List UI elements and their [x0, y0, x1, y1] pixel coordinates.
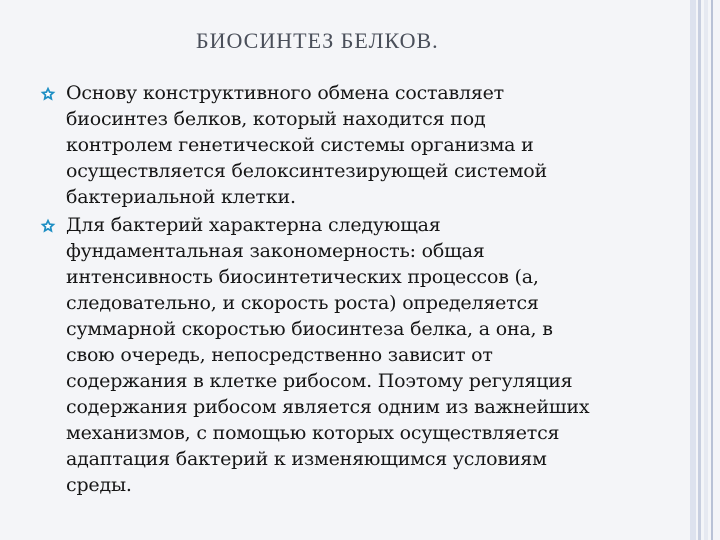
- decorative-stripe: [690, 0, 696, 540]
- text-line: свою очередь, непосредственно зависит от: [66, 344, 493, 366]
- star-bullet-icon: [40, 212, 66, 240]
- bullet-text: [66, 80, 680, 210]
- text-line: бактериальной клетки.: [66, 186, 296, 208]
- bullet-list: [40, 80, 680, 498]
- text-line: следовательно, и скорость роста) определяется: [66, 292, 539, 314]
- text-line: Для бактерий характерна следующая: [66, 214, 441, 236]
- text-line: фундаментальная закономерность: общая: [66, 240, 485, 262]
- star-bullet-icon: [40, 80, 66, 108]
- bullet-item: [40, 212, 680, 498]
- text-line: содержания в клетке рибосом. Поэтому регуляция: [66, 370, 573, 392]
- text-line: среды.: [66, 474, 132, 496]
- text-line: контролем генетической системы организма и: [66, 134, 534, 156]
- text-line: механизмов, с помощью которых осуществляется: [66, 422, 560, 444]
- text-line: интенсивность биосинтетических процессов (а,: [66, 266, 539, 288]
- text-line: Основу конструктивного обмена составляет: [66, 82, 504, 104]
- text-line: суммарной скоростью биосинтеза белка, а она, в: [66, 318, 553, 340]
- decorative-stripe: [711, 0, 713, 540]
- decorative-stripe: [704, 0, 708, 540]
- bullet-item: [40, 80, 680, 210]
- decorative-stripe: [698, 0, 701, 540]
- bullet-text: [66, 212, 680, 498]
- text-line: адаптация бактерий к изменяющимся условиям: [66, 448, 547, 470]
- text-line: биосинтез белков, который находится под: [66, 108, 486, 130]
- text-line: содержания рибосом является одним из важнейших: [66, 396, 590, 418]
- text-line: осуществляется белоксинтезирующей системой: [66, 160, 547, 182]
- slide-title: БИОСИНТЕЗ БЕЛКОВ.: [196, 28, 439, 53]
